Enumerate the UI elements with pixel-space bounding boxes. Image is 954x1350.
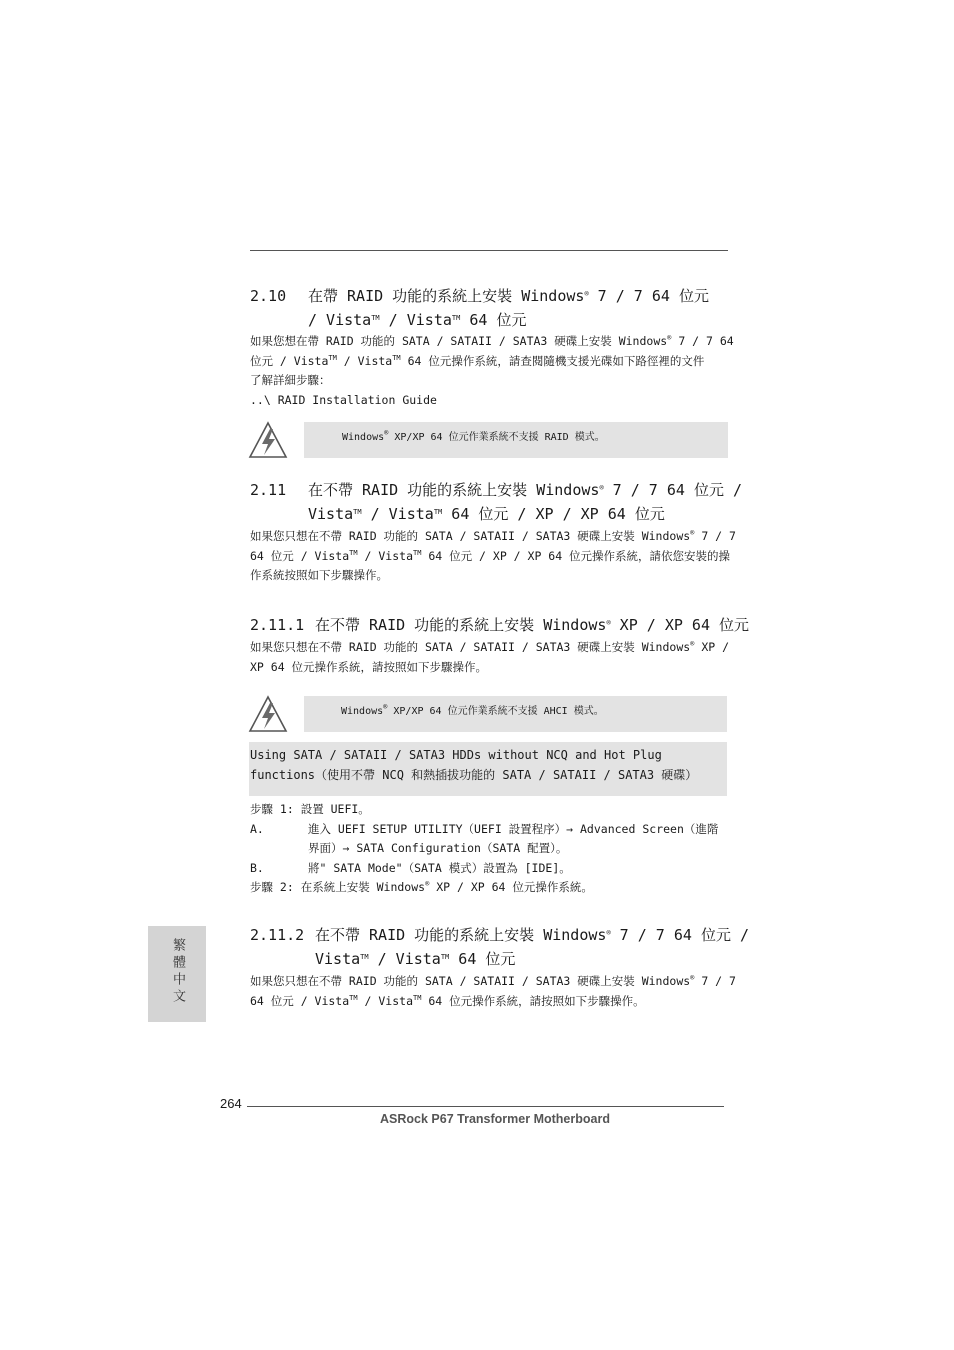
note-box-raid: Windows® XP/XP 64 位元作業系統不支援 RAID 模式。 [304, 422, 728, 458]
heading-2-11: 2.11 在不帶 RAID 功能的系統上安裝 Windows® 7 / 7 64 位元 / Vista™ / Vista™ 64 位元 / XP / XP 64 位元 [250, 481, 743, 523]
warning-lightning-icon [248, 420, 288, 460]
heading-2-11-2: 2.11.2 在不帶 RAID 功能的系統上安裝 Windows® 7 / 7 64 位元 / Vista™ / Vista™ 64 位元 [250, 926, 750, 968]
steps-2-11-1: 步驟 1: 設置 UEFI。 A. 進入 UEFI SETUP UTILITY（UEFI 設置程序）→ Advanced Screen（進階 界面）→ SATA Configuration（SATA 配置）。 B. 將" SATA Mode"（SATA 模式）設置為 [IDE]。 步驟 2: 在系統上安裝 Windows® XP / XP 64 位元操作系統。 [250, 802, 719, 894]
language-side-tab: 繁體中文 [148, 926, 206, 1022]
paragraph-2-11-1: 如果您只想在不帶 RAID 功能的 SATA / SATAII / SATA3 硬碟上安裝 Windows® XP / XP 64 位元操作系統，請按照如下步驟操作。 [250, 640, 730, 674]
page-number: 264 [220, 1096, 242, 1111]
top-rule [250, 250, 728, 251]
paragraph-2-11: 如果您只想在不帶 RAID 功能的 SATA / SATAII / SATA3 硬碟上安裝 Windows® 7 / 7 64 位元 / Vista™ / Vista™ 64 位元 / XP / XP 64 位元操作系統，請依您安裝的操 作系統按照如下步驟操作。 [250, 529, 736, 582]
heading-2-10: 2.10 在帶 RAID 功能的系統上安裝 Windows® 7 / 7 64 位元 / Vista™ / Vista™ 64 位元 [250, 287, 709, 329]
heading-2-11-1: 2.11.1 在不帶 RAID 功能的系統上安裝 Windows® XP / XP 64 位元 [250, 616, 750, 634]
paragraph-2-10: 如果您想在帶 RAID 功能的 SATA / SATAII / SATA3 硬碟上安裝 Windows® 7 / 7 64 位元 / Vista™ / Vista™ 64 位元操作系統，請查閱隨機支援光碟如下路徑裡的文件 了解詳細步驟： ..\ RAID Installation Guide [250, 334, 734, 407]
footer-rule [247, 1106, 724, 1107]
paragraph-2-11-2: 如果您只想在不帶 RAID 功能的 SATA / SATAII / SATA3 硬碟上安裝 Windows® 7 / 7 64 位元 / Vista™ / Vista™ 64 位元操作系統，請按照如下步驟操作。 [250, 974, 736, 1008]
footer-title: ASRock P67 Transformer Motherboard [380, 1112, 610, 1126]
sata-mode-box: Using SATA / SATAII / SATA3 HDDs without NCQ and Hot Plug functions（使用不帶 NCQ 和熱插拔功能的 SATA / SATAII / SATA3 硬碟） [249, 742, 727, 796]
warning-lightning-icon [248, 694, 288, 734]
note-box-ahci: Windows® XP/XP 64 位元作業系統不支援 AHCI 模式。 [304, 696, 727, 732]
